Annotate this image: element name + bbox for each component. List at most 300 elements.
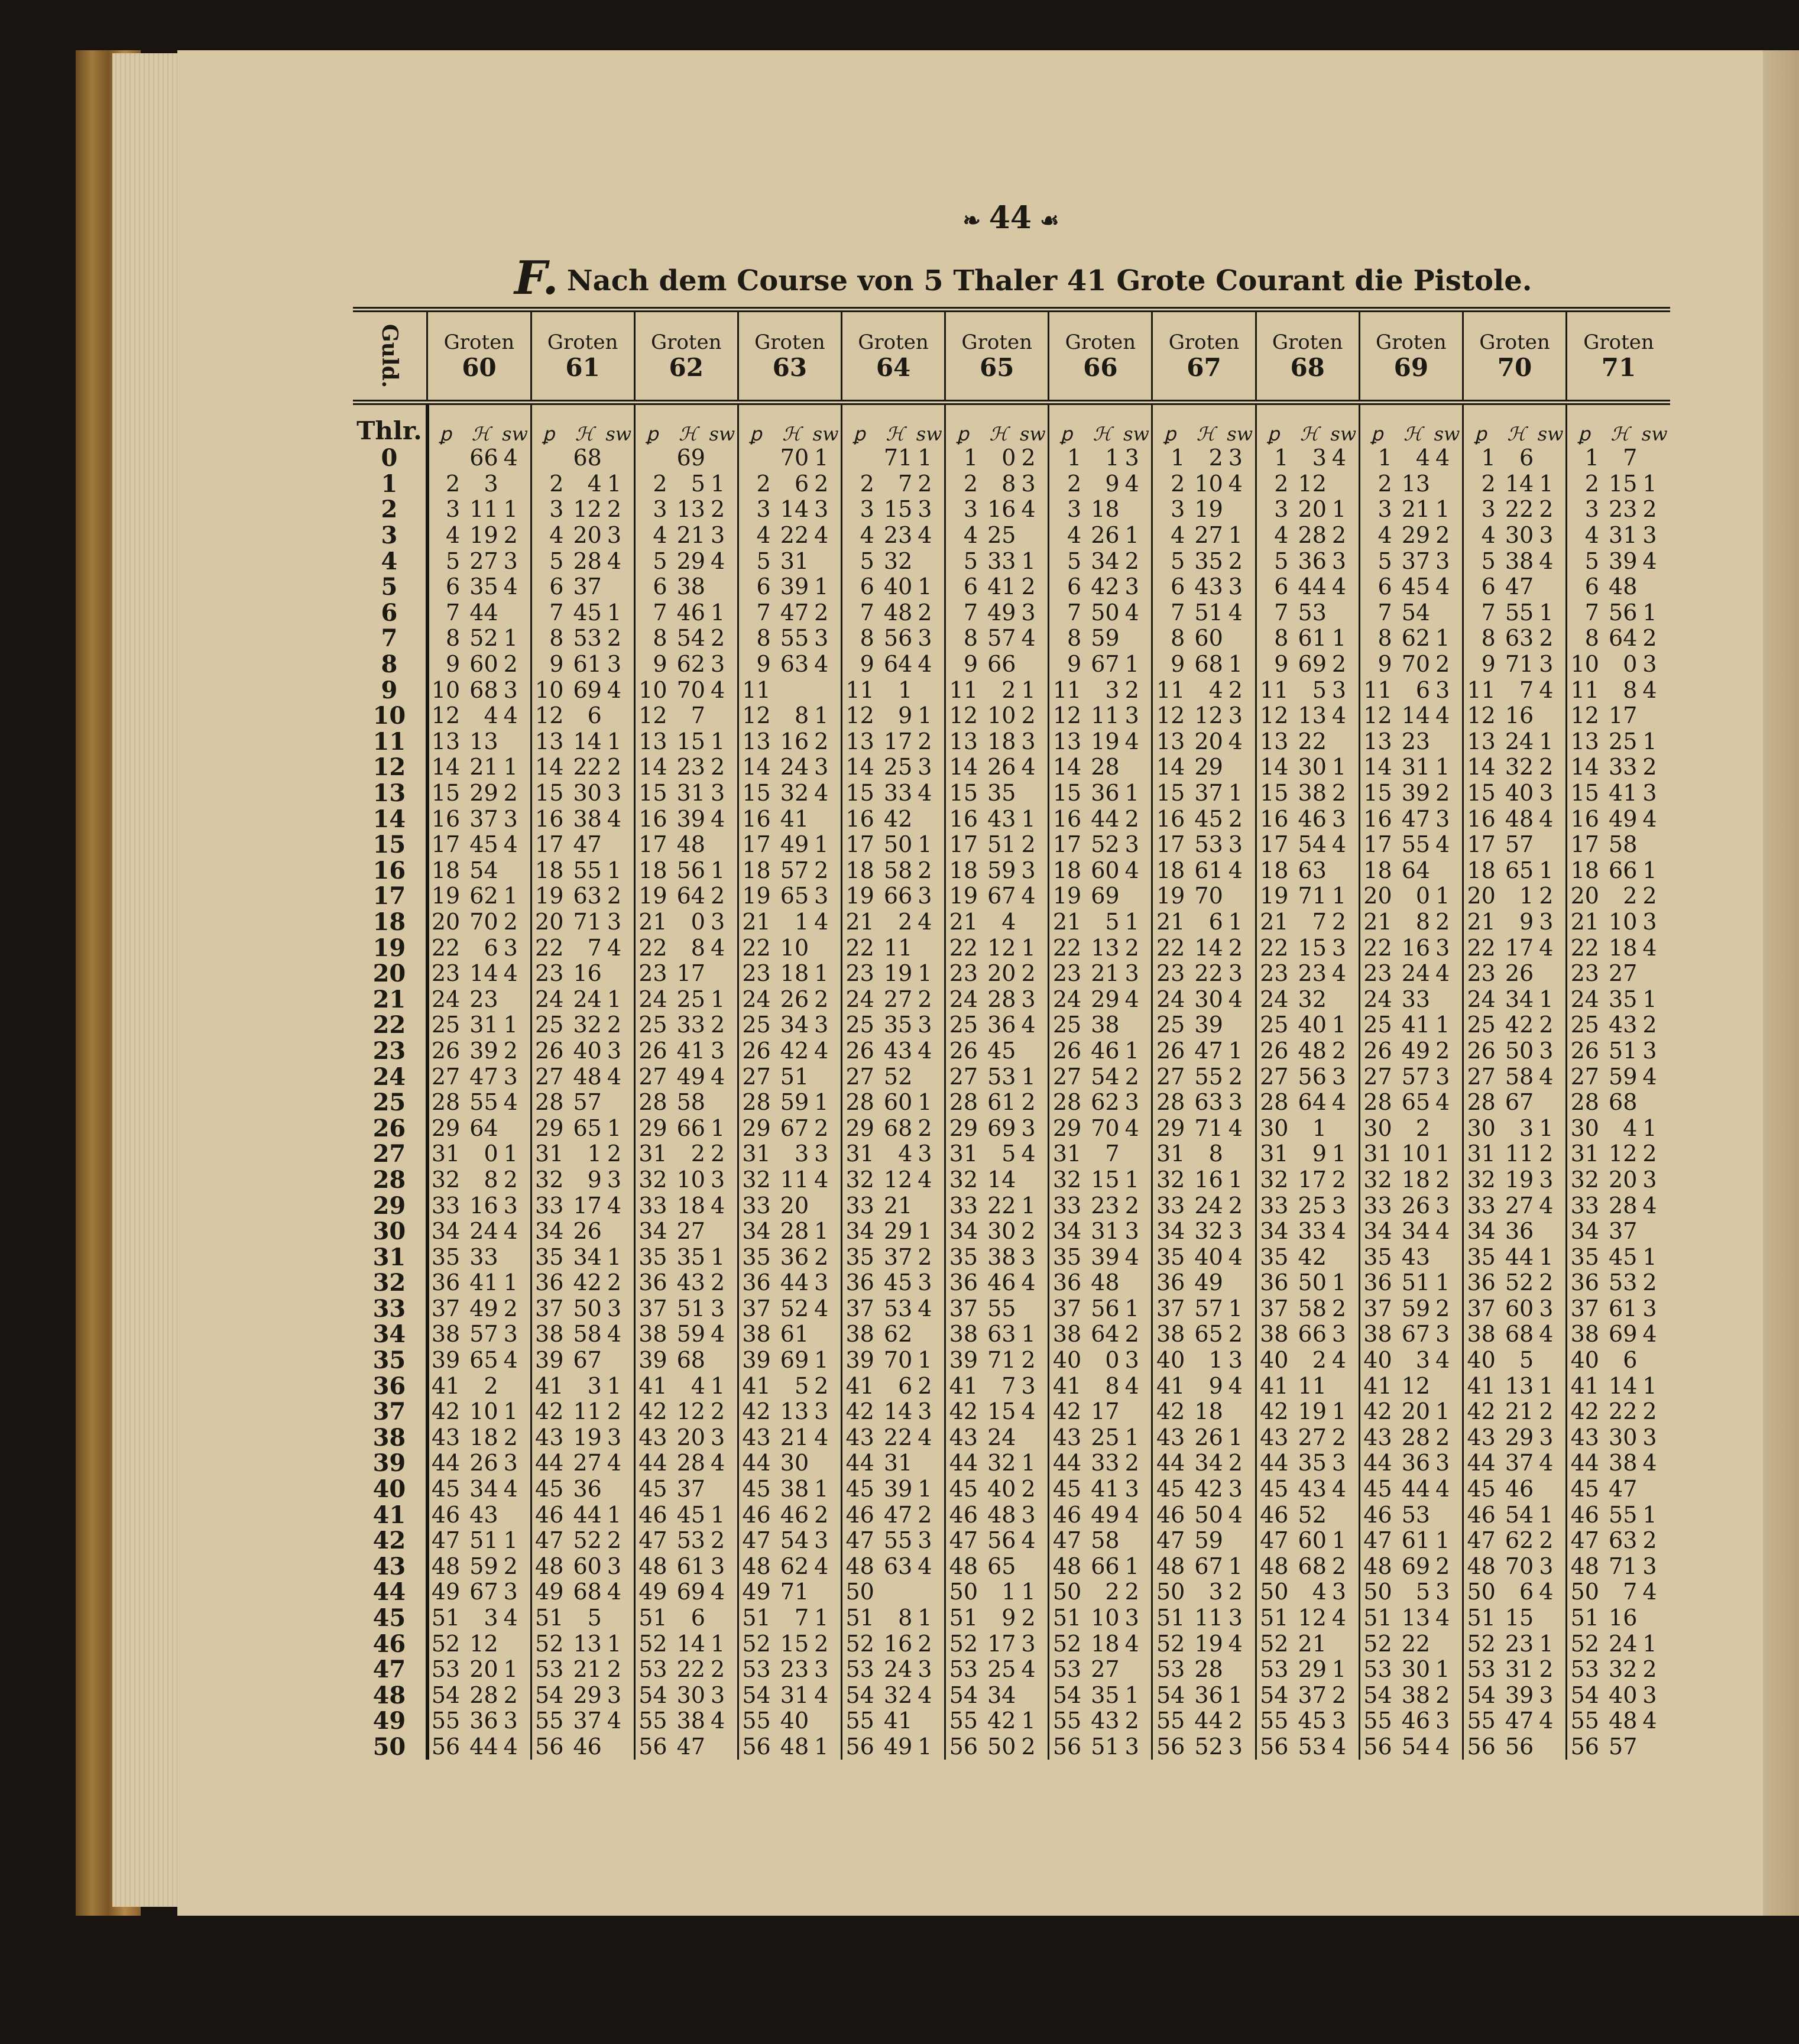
thaler-value: 35: [372, 1346, 406, 1375]
cell-schwaren: 4: [1331, 1733, 1347, 1760]
cell-schwaren: 2: [1021, 1218, 1036, 1245]
cell-schwaren: 4: [1021, 754, 1036, 780]
cell-groten: 1: [1105, 445, 1120, 471]
cell-schwaren: 2: [1124, 1321, 1139, 1347]
cell-pfund: 17: [531, 832, 565, 858]
cell-groten: 38: [1298, 780, 1327, 806]
cell-groten: 50: [1505, 1037, 1534, 1064]
cell-pfund: 48: [841, 1554, 876, 1580]
cell-pfund: 35: [1567, 1244, 1601, 1270]
cell-pfund: 48: [1049, 1554, 1083, 1580]
cell-schwaren: [1639, 832, 1670, 858]
cell-pfund: 12: [531, 703, 565, 729]
cell-schwaren: 2: [814, 1501, 829, 1528]
cell-schwaren: 3: [1124, 445, 1139, 471]
cell-groten: 53: [1401, 1501, 1431, 1528]
cell-groten: 59: [1401, 1295, 1431, 1321]
cell-groten: 59: [1609, 1063, 1638, 1090]
cell-pfund: 17: [1049, 832, 1083, 858]
cell-groten: 32: [883, 548, 913, 574]
cell-schwaren: 2: [918, 986, 932, 1012]
cell-pfund: 51: [1256, 1605, 1290, 1631]
group-label: Groten: [1168, 331, 1240, 354]
cell-groten: 58: [1298, 1295, 1327, 1321]
table-row: [353, 780, 1670, 806]
cell-pfund: 36: [427, 1270, 462, 1296]
cell-pfund: 17: [738, 832, 772, 858]
cell-schwaren: 3: [1642, 1553, 1657, 1579]
cell-pfund: 3: [634, 497, 669, 523]
cell-groten: 40: [987, 1476, 1016, 1502]
cell-groten: 46: [1505, 1476, 1534, 1502]
cell-schwaren: [1535, 1734, 1566, 1760]
cell-schwaren: 3: [1331, 1321, 1347, 1347]
cell-pfund: 47: [1567, 1528, 1601, 1554]
cell-pfund: 35: [738, 1244, 772, 1270]
cell-groten: 50: [1194, 1501, 1223, 1528]
cell-groten: 46: [780, 1501, 809, 1528]
cell-groten: 32: [1505, 754, 1534, 780]
cell-schwaren: 2: [1331, 522, 1347, 549]
cell-schwaren: 3: [1228, 574, 1243, 600]
cell-groten: 41: [469, 1269, 498, 1296]
cell-groten: 66: [469, 445, 498, 471]
cell-schwaren: 3: [918, 1656, 932, 1683]
cell-groten: 29: [1091, 986, 1120, 1012]
cell-schwaren: 1: [607, 599, 621, 626]
cell-schwaren: 3: [710, 780, 725, 806]
thaler-value: 47: [372, 1656, 406, 1684]
cell-groten: 35: [1091, 1682, 1120, 1708]
cell-pfund: 14: [1463, 754, 1497, 780]
cell-pfund: 23: [1359, 961, 1393, 987]
cell-schwaren: 1: [918, 445, 932, 471]
cell-groten: 32: [1609, 1656, 1638, 1683]
cell-groten: 15: [1298, 934, 1327, 961]
cell-schwaren: 4: [503, 574, 518, 600]
cell-groten: 16: [573, 960, 602, 987]
cell-groten: 55: [1609, 1501, 1638, 1528]
cell-schwaren: 3: [1539, 1682, 1554, 1708]
cell-schwaren: 3: [1642, 651, 1657, 678]
cell-pfund: 18: [841, 858, 876, 884]
cell-groten: 44: [469, 1733, 498, 1760]
cell-groten: 6: [1623, 1347, 1638, 1374]
group-value: 62: [669, 353, 704, 382]
cell-schwaren: 2: [1021, 1347, 1036, 1374]
cell-pfund: 37: [427, 1296, 462, 1322]
cell-pfund: 22: [738, 935, 772, 961]
table-row: [353, 652, 1670, 678]
cell-schwaren: 4: [1642, 1579, 1657, 1605]
cell-groten: 29: [469, 780, 498, 806]
cell-schwaren: 4: [607, 1708, 621, 1734]
cell-schwaren: [1328, 858, 1359, 884]
cell-pfund: 56: [531, 1734, 565, 1760]
cell-groten: 3: [1105, 676, 1120, 703]
cell-groten: 7: [691, 702, 705, 729]
cell-schwaren: 3: [1331, 1063, 1347, 1090]
cell-schwaren: 2: [1435, 1553, 1450, 1579]
group-value: 64: [876, 353, 911, 382]
cell-groten: 46: [1298, 805, 1327, 832]
cell-pfund: 28: [738, 1090, 772, 1116]
cell-pfund: 17: [634, 832, 669, 858]
cell-pfund: 52: [841, 1631, 876, 1657]
table-row: [353, 754, 1670, 780]
cell-groten: 14: [780, 496, 809, 523]
cell-pfund: 35: [1152, 1244, 1187, 1270]
cell-pfund: 45: [738, 1476, 772, 1502]
cell-pfund: 27: [1567, 1064, 1601, 1090]
cell-schwaren: 3: [607, 780, 621, 806]
cell-pfund: 15: [841, 780, 876, 806]
cell-groten: 68: [883, 1115, 913, 1141]
cell-schwaren: 4: [607, 1192, 621, 1219]
cell-groten: 29: [1401, 522, 1431, 549]
cell-pfund: 3: [427, 497, 462, 523]
cell-pfund: 51: [427, 1605, 462, 1631]
cell-schwaren: 1: [1228, 651, 1243, 678]
cell-groten: 21: [573, 1656, 602, 1683]
cell-groten: 30: [1505, 522, 1534, 549]
cell-pfund: 6: [531, 574, 565, 600]
cell-groten: 0: [691, 908, 705, 935]
cell-schwaren: 2: [607, 1141, 621, 1167]
cell-pfund: 37: [531, 1296, 565, 1322]
cell-schwaren: [1225, 1528, 1256, 1554]
cell-groten: 51: [987, 831, 1016, 858]
thaler-value: 7: [381, 624, 398, 653]
cell-groten: 32: [573, 1012, 602, 1038]
cell-schwaren: [914, 548, 945, 574]
cell-pfund: 22: [1359, 935, 1393, 961]
cell-pfund: 7: [1567, 600, 1601, 626]
cell-schwaren: 1: [1642, 1630, 1657, 1657]
cell-schwaren: 2: [918, 728, 932, 754]
cell-groten: 64: [676, 883, 705, 909]
cell-groten: 43: [1091, 1708, 1120, 1734]
cell-schwaren: 1: [918, 1476, 932, 1502]
cell-pfund: 53: [1049, 1657, 1083, 1683]
cell-groten: 60: [1298, 1527, 1327, 1554]
cell-pfund: 1: [945, 445, 980, 471]
cell-schwaren: [1121, 1657, 1152, 1683]
cell-schwaren: 4: [1642, 548, 1657, 574]
group-header-10: [1463, 310, 1566, 403]
cell-pfund: 22: [1049, 935, 1083, 961]
cell-pfund: 56: [1359, 1734, 1393, 1760]
cell-pfund: 21: [1463, 909, 1497, 935]
cell-pfund: 47: [1152, 1528, 1187, 1554]
cell-groten: 33: [1298, 1218, 1327, 1245]
group-label: Groten: [858, 331, 929, 354]
cell-schwaren: 2: [1642, 496, 1657, 523]
cell-schwaren: 1: [814, 445, 829, 471]
cell-schwaren: 3: [1331, 548, 1347, 574]
cell-pfund: 31: [945, 1141, 980, 1167]
cell-groten: 44: [1091, 805, 1120, 832]
cell-groten: 10: [1194, 470, 1223, 497]
cell-schwaren: [1432, 1373, 1463, 1399]
cell-pfund: 6: [1256, 574, 1290, 600]
thaler-value: 14: [372, 805, 406, 833]
cell-groten: 23: [883, 522, 913, 549]
cell-pfund: 6: [1359, 574, 1393, 600]
table-row: [353, 1579, 1670, 1605]
cell-pfund: 25: [634, 1012, 669, 1038]
cell-groten: 50: [1091, 599, 1120, 626]
cell-schwaren: 1: [607, 1501, 621, 1528]
cell-groten: 4: [691, 1372, 705, 1399]
table-row: [353, 1502, 1670, 1528]
cell-schwaren: 1: [710, 1630, 725, 1657]
cell-pfund: 15: [945, 780, 980, 806]
cell-pfund: 6: [1152, 574, 1187, 600]
cell-schwaren: 2: [1124, 934, 1139, 961]
cell-schwaren: 1: [1021, 1579, 1036, 1605]
cell-groten: 12: [1401, 1372, 1431, 1399]
cell-schwaren: 2: [503, 780, 518, 806]
cell-schwaren: 3: [1124, 831, 1139, 858]
thaler-value: 12: [372, 753, 406, 782]
cell-schwaren: 1: [1642, 986, 1657, 1012]
cell-groten: 69: [1091, 883, 1120, 909]
cell-pfund: 51: [1049, 1605, 1083, 1631]
cell-schwaren: [1639, 1734, 1670, 1760]
cell-groten: 14: [1505, 470, 1534, 497]
cell-pfund: 39: [841, 1347, 876, 1374]
cell-pfund: 56: [738, 1734, 772, 1760]
cell-groten: 42: [987, 1708, 1016, 1734]
cell-pfund: 23: [1463, 961, 1497, 987]
cell-pfund: 37: [1567, 1296, 1601, 1322]
cell-schwaren: [1432, 858, 1463, 884]
cell-schwaren: 1: [1435, 1141, 1450, 1167]
cell-pfund: 41: [1049, 1373, 1083, 1399]
cell-groten: 55: [1194, 1063, 1223, 1090]
cell-schwaren: 1: [607, 728, 621, 754]
cell-groten: 42: [1298, 1243, 1327, 1270]
cell-pfund: 45: [1567, 1476, 1601, 1502]
cell-pfund: 4: [427, 523, 462, 549]
cell-schwaren: [1017, 1425, 1048, 1451]
cell-schwaren: 1: [1435, 1527, 1450, 1554]
cell-pfund: 33: [1463, 1193, 1497, 1219]
cell-pfund: 45: [945, 1476, 980, 1502]
cell-schwaren: 3: [1642, 908, 1657, 935]
thaler-value: 21: [372, 985, 406, 1013]
cell-pfund: 32: [1049, 1167, 1083, 1193]
cell-schwaren: [1535, 832, 1566, 858]
cell-pfund: 52: [1463, 1631, 1497, 1657]
cell-schwaren: 3: [503, 1063, 518, 1090]
cell-groten: 30: [1401, 1656, 1431, 1683]
cell-groten: 57: [1194, 1295, 1223, 1321]
cell-groten: 54: [780, 1527, 809, 1554]
cell-schwaren: 1: [503, 1527, 518, 1554]
cell-pfund: 32: [1359, 1167, 1393, 1193]
cell-schwaren: 4: [1228, 857, 1243, 883]
cell-groten: 23: [676, 754, 705, 780]
cell-groten: 70: [780, 445, 809, 471]
cell-pfund: 46: [945, 1502, 980, 1528]
cell-schwaren: 2: [1331, 780, 1347, 806]
cell-pfund: 45: [1049, 1476, 1083, 1502]
cell-pfund: 5: [1256, 548, 1290, 574]
cell-schwaren: 2: [1435, 1424, 1450, 1450]
cell-pfund: 1: [1152, 445, 1187, 471]
cell-groten: 57: [780, 857, 809, 883]
cell-pfund: 14: [531, 754, 565, 780]
cell-schwaren: [1328, 729, 1359, 755]
cell-pfund: 3: [531, 497, 565, 523]
cell-schwaren: [1535, 1347, 1566, 1374]
cell-pfund: 21: [1256, 909, 1290, 935]
cell-pfund: 11: [945, 677, 980, 703]
group-header-6: [1049, 310, 1152, 403]
cell-schwaren: 1: [814, 1347, 829, 1374]
cell-pfund: 24: [531, 986, 565, 1012]
cell-schwaren: 1: [1642, 470, 1657, 497]
cell-pfund: 42: [738, 1399, 772, 1425]
cell-groten: 16: [1401, 934, 1431, 961]
cell-pfund: 31: [1256, 1141, 1290, 1167]
cell-groten: 10: [676, 1166, 705, 1193]
cell-schwaren: [811, 806, 841, 832]
cell-pfund: 50: [1049, 1579, 1083, 1605]
cell-pfund: 26: [1359, 1038, 1393, 1064]
thaler-value: 9: [381, 676, 398, 704]
cell-pfund: 38: [945, 1321, 980, 1347]
cell-groten: 69: [780, 1347, 809, 1374]
cell-schwaren: 2: [1124, 1063, 1139, 1090]
cell-groten: 10: [1609, 908, 1638, 935]
cell-pfund: 17: [1256, 832, 1290, 858]
sub-header-pfund: ꝑ: [1359, 403, 1393, 446]
cell-schwaren: 1: [1539, 599, 1554, 626]
table-row: [353, 883, 1670, 909]
cell-pfund: 26: [945, 1038, 980, 1064]
cell-groten: 66: [1609, 857, 1638, 883]
cell-schwaren: 1: [1539, 1243, 1554, 1270]
cell-pfund: 38: [1049, 1321, 1083, 1347]
cell-schwaren: 3: [503, 1450, 518, 1476]
cell-schwaren: 3: [1642, 1166, 1657, 1193]
cell-groten: 28: [469, 1682, 498, 1708]
cell-groten: 37: [1401, 548, 1431, 574]
cell-schwaren: 4: [710, 548, 725, 574]
cell-groten: 43: [469, 1501, 498, 1528]
cell-groten: 5: [1519, 1347, 1534, 1374]
cell-schwaren: [1017, 1296, 1048, 1322]
cell-groten: 62: [1505, 1527, 1534, 1554]
cell-groten: 48: [780, 1733, 809, 1760]
cell-schwaren: 4: [1435, 1733, 1450, 1760]
cell-groten: 49: [469, 1295, 498, 1321]
cell-schwaren: 1: [1435, 883, 1450, 909]
cell-schwaren: 4: [1435, 1089, 1450, 1116]
cell-pfund: 29: [634, 1115, 669, 1141]
cell-schwaren: [914, 935, 945, 961]
group-header-7: [1152, 310, 1256, 403]
cell-schwaren: 2: [503, 1295, 518, 1321]
cell-schwaren: 3: [1124, 1347, 1139, 1374]
cell-groten: 24: [987, 1424, 1016, 1450]
cell-pfund: 41: [1463, 1373, 1497, 1399]
cell-pfund: 2: [634, 471, 669, 497]
cell-schwaren: 4: [1642, 805, 1657, 832]
cell-groten: 36: [987, 1012, 1016, 1038]
cell-schwaren: 2: [607, 1527, 621, 1554]
cell-pfund: 26: [427, 1038, 462, 1064]
cell-pfund: 13: [1463, 729, 1497, 755]
table-row: [353, 471, 1670, 497]
table-row: [353, 1450, 1670, 1476]
cell-pfund: 36: [531, 1270, 565, 1296]
cell-schwaren: 3: [1539, 1295, 1554, 1321]
cell-schwaren: 4: [503, 1347, 518, 1374]
cell-groten: 49: [883, 1733, 913, 1760]
cell-pfund: 43: [1359, 1425, 1393, 1451]
cell-pfund: 18: [634, 858, 669, 884]
cell-pfund: 6: [1567, 574, 1601, 600]
cell-pfund: 27: [1463, 1064, 1497, 1090]
cell-groten: 16: [987, 496, 1016, 523]
cell-groten: 52: [780, 1295, 809, 1321]
cell-groten: 42: [573, 1269, 602, 1296]
cell-pfund: 46: [531, 1502, 565, 1528]
cell-pfund: 53: [1567, 1657, 1601, 1683]
cell-pfund: 46: [634, 1502, 669, 1528]
cell-schwaren: [1535, 961, 1566, 987]
cell-pfund: 20: [531, 909, 565, 935]
cell-pfund: 2: [1359, 471, 1393, 497]
table-row: [353, 1219, 1670, 1245]
cell-groten: 19: [1194, 496, 1223, 523]
cell-pfund: 19: [427, 883, 462, 909]
cell-pfund: 46: [1256, 1502, 1290, 1528]
cell-schwaren: [1328, 986, 1359, 1012]
cell-schwaren: 4: [1021, 1398, 1036, 1425]
cell-pfund: 52: [427, 1631, 462, 1657]
cell-groten: 28: [1298, 522, 1327, 549]
thaler-value: 5: [381, 573, 398, 601]
cell-pfund: 36: [1152, 1270, 1187, 1296]
cell-schwaren: 4: [1642, 676, 1657, 703]
cell-groten: 44: [1194, 1708, 1223, 1734]
cell-pfund: 23: [427, 961, 462, 987]
cell-pfund: 1: [1049, 445, 1083, 471]
cell-schwaren: 3: [607, 522, 621, 549]
cell-groten: 14: [1194, 934, 1223, 961]
cell-groten: 18: [1609, 934, 1638, 961]
sub-header-pfund: ꝑ: [1152, 403, 1187, 446]
cell-pfund: 35: [841, 1244, 876, 1270]
cell-groten: 48: [1505, 805, 1534, 832]
cell-groten: 50: [573, 1295, 602, 1321]
cell-pfund: 44: [841, 1450, 876, 1476]
sub-header-groten: ℋ: [1403, 423, 1422, 445]
cell-pfund: 37: [634, 1296, 669, 1322]
table-row: [353, 1554, 1670, 1580]
cell-pfund: 39: [531, 1347, 565, 1374]
cell-groten: 53: [573, 625, 602, 652]
cell-groten: 33: [1609, 754, 1638, 780]
cell-groten: 21: [1091, 960, 1120, 987]
cell-groten: 69: [676, 445, 705, 471]
cell-groten: 13: [1298, 702, 1327, 729]
